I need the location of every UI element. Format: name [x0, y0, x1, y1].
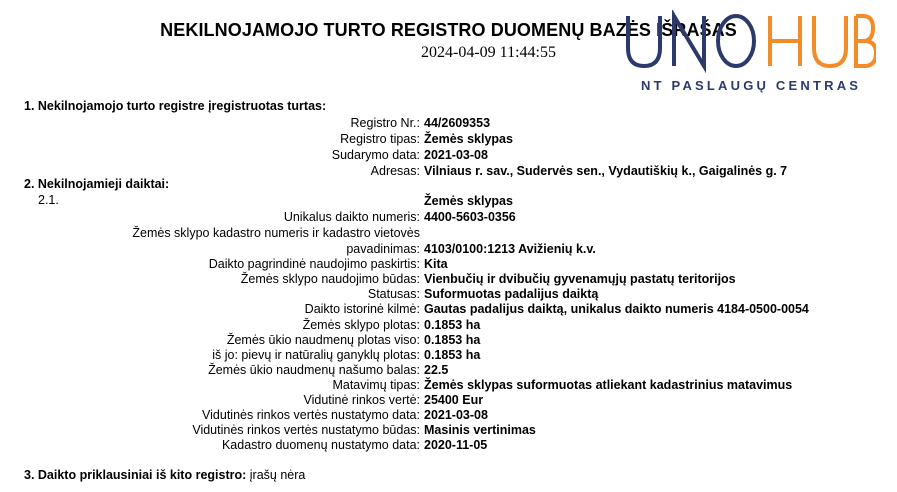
property-row	[0, 407, 897, 423]
field-label: Daikto istorinė kilmė:	[304, 302, 420, 317]
item-heading: Žemės sklypas	[424, 194, 513, 208]
property-row	[0, 317, 897, 333]
property-row	[0, 362, 897, 378]
field-value: Vilniaus r. sav., Sudervės sen., Vydautiškių k., Gaigalinės g. 7	[424, 164, 788, 178]
field-value: 2021-03-08	[424, 408, 488, 423]
field-label: Žemės ūkio naudmenų plotas viso:	[226, 332, 420, 347]
section-2-title: 2. Nekilnojamieji daiktai:	[24, 177, 170, 191]
field-label: Žemės sklypo naudojimo būdas:	[240, 272, 420, 287]
field-label: Kadastro duomenų nustatymo data:	[221, 438, 420, 453]
field-value: 22.5	[424, 362, 449, 377]
field-value: Gautas padalijus daiktą, unikalus daikto numeris 4184-0500-0054	[424, 302, 809, 317]
property-row	[0, 347, 897, 363]
section-3-value: įrašų nėra	[249, 468, 306, 482]
field-value: Vienbučių ir dvibučių gyvenamųjų pastatų teritorijos	[424, 272, 736, 287]
field-value: 2020-11-05	[424, 438, 488, 453]
field-value: 4400-5603-0356	[424, 210, 516, 224]
property-row	[0, 437, 897, 453]
field-label: Žemės sklypo plotas:	[302, 317, 420, 332]
field-label: Matavimų tipas:	[332, 377, 420, 392]
field-value: 44/2609353	[424, 116, 491, 130]
field-value: 2021-03-08	[424, 148, 488, 162]
field-value: 4103/0100:1213 Avižienių k.v.	[424, 242, 596, 256]
field-value: Suformuotas padalijus daiktą	[424, 287, 599, 302]
field-value: 0.1853 ha	[424, 317, 481, 332]
property-row	[0, 286, 897, 302]
logo-subtitle: NT PASLAUGŲ CENTRAS	[641, 78, 862, 93]
item-number: 2.1.	[38, 193, 59, 207]
field-label: Statusas:	[367, 287, 420, 302]
field-label: Registro tipas:	[340, 132, 420, 146]
field-value: 0.1853 ha	[424, 347, 481, 362]
field-label: Vidutinės rinkos vertės nustatymo data:	[202, 408, 420, 423]
field-value: Žemės sklypas	[424, 132, 513, 146]
property-row	[0, 332, 897, 348]
extract-datetime: 2024-04-09 11:44:55	[421, 44, 556, 61]
property-row	[0, 271, 897, 287]
field-label: Unikalus daikto numeris:	[283, 210, 420, 224]
property-row	[0, 256, 897, 272]
section-1-title: 1. Nekilnojamojo turto registre įregistruotas turtas:	[24, 99, 327, 113]
field-label: Žemės ūkio naudmenų našumo balas:	[208, 362, 420, 377]
field-value: Kita	[424, 257, 448, 272]
registry-row	[0, 115, 897, 131]
field-label: Sudarymo data:	[331, 148, 420, 162]
field-label: Adresas:	[370, 164, 420, 178]
field-label: Vidutinė rinkos vertė:	[303, 393, 420, 407]
field-label: pavadinimas:	[346, 242, 420, 256]
section-3	[24, 468, 305, 482]
field-label: Registro Nr.:	[350, 116, 420, 130]
property-row	[0, 301, 897, 317]
property-row	[0, 422, 897, 438]
registry-row	[0, 131, 897, 147]
field-value: 25400 Eur	[424, 393, 484, 407]
field-value: Žemės sklypas suformuotas atliekant kadastrinius matavimus	[424, 377, 793, 392]
cadastral-label-row	[0, 225, 897, 241]
property-row	[0, 377, 897, 393]
section-3-title: 3. Daikto priklausiniai iš kito registro:	[24, 468, 247, 482]
registry-row	[0, 147, 897, 163]
field-label: Žemės sklypo kadastro numeris ir kadastro vietovės	[132, 226, 420, 240]
property-row	[0, 209, 897, 225]
field-value: Masinis vertinimas	[424, 423, 536, 438]
item-heading-row	[0, 193, 897, 209]
property-row	[0, 241, 897, 257]
document-title: NEKILNOJAMOJO TURTO REGISTRO DUOMENŲ BAZĖS IŠRAŠAS	[160, 20, 737, 40]
property-row	[0, 392, 897, 408]
field-label: iš jo: pievų ir natūralių ganyklų plotas:	[212, 347, 420, 362]
field-label: Daikto pagrindinė naudojimo paskirtis:	[208, 257, 420, 272]
field-label: Vidutinės rinkos vertės nustatymo būdas:	[192, 423, 420, 438]
field-value: 0.1853 ha	[424, 332, 481, 347]
